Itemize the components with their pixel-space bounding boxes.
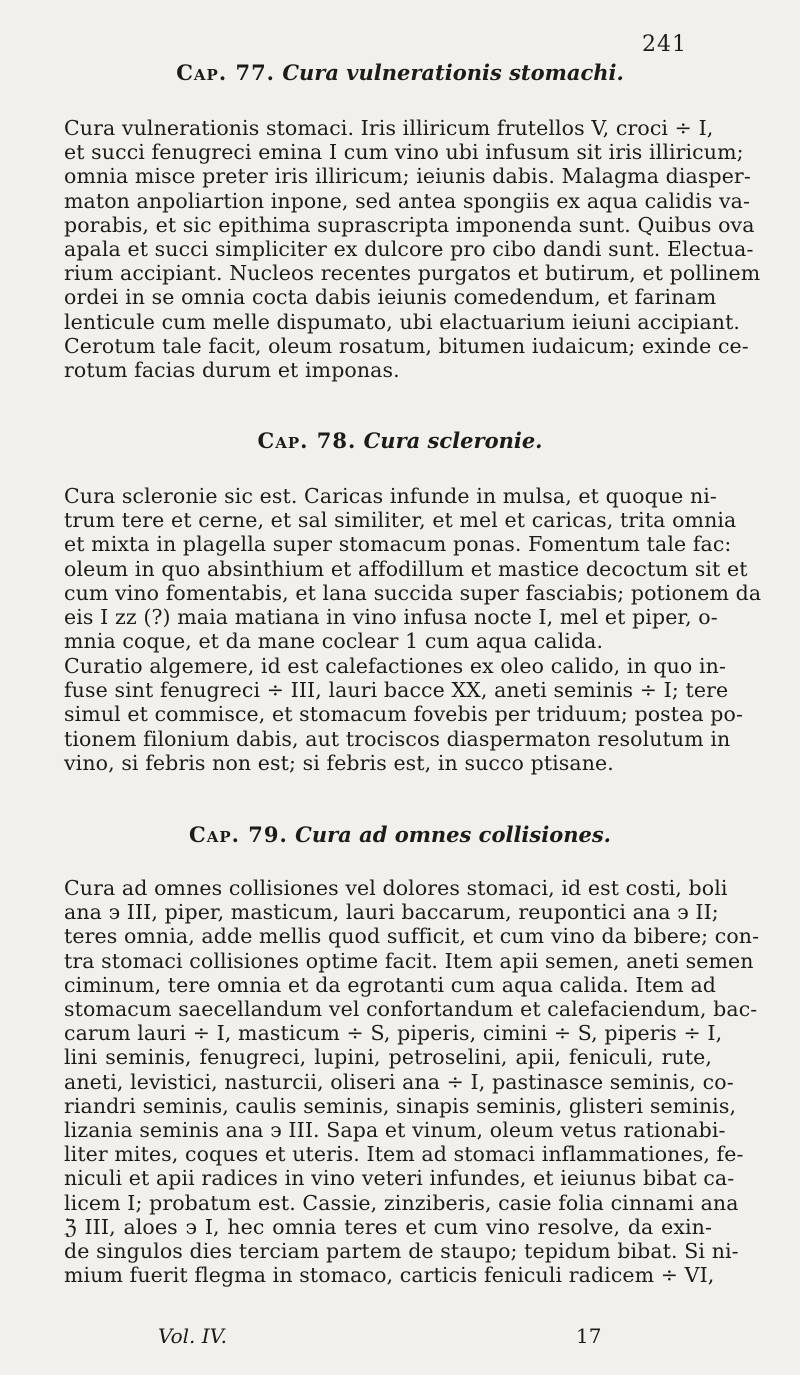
chapter-title: Cura vulnerationis stomachi.: [282, 60, 624, 85]
text-line: mium fuerit flegma in stomaco, carticis feniculi radicem ÷ VI,: [64, 1263, 715, 1288]
text-line: eis I zz (?) maia matiana in vino infusa nocte I, mel et piper, o-: [64, 605, 718, 630]
page-number: 241: [642, 32, 687, 57]
text-line: Cerotum tale facit, oleum rosatum, bitumen iudaicum; exinde ce-: [64, 333, 749, 358]
chapter-number: Cap. 78.: [257, 428, 357, 453]
text-line: lini seminis, fenugreci, lupini, petroselini, apii, feniculi, rute,: [64, 1045, 712, 1070]
chapter-number: Cap. 77.: [176, 60, 275, 85]
text-line: riandri seminis, caulis seminis, sinapis seminis, glisteri seminis,: [64, 1093, 737, 1118]
text-line: oleum in quo absinthium et affodillum et mastice decoctum sit et: [64, 556, 748, 581]
text-line: et mixta in plagella super stomacum ponas. Fomentum tale fac:: [64, 532, 732, 557]
text-line: niculi et apii radices in vino veteri infundes, et ieiunus bibat ca-: [64, 1166, 735, 1191]
text-line: cum vino fomentabis, et lana succida super fasciabis; potionem da: [64, 580, 762, 605]
text-line: teres omnia, adde mellis quod sufficit, et cum vino da bibere; con-: [64, 924, 760, 949]
chapter-title: Cura ad omnes collisiones.: [295, 822, 611, 847]
chapter-title: Cura scleronie.: [363, 428, 543, 453]
text-line: liter mites, coques et uteris. Item ad stomaci inflammationes, fe-: [64, 1142, 744, 1167]
text-line: carum lauri ÷ I, masticum ÷ S, piperis, cimini ÷ S, piperis ÷ I,: [64, 1021, 723, 1046]
text-line: fuse sint fenugreci ÷ III, lauri bacce XX, aneti seminis ÷ I; tere: [64, 678, 729, 703]
chapter-heading-77: [0, 60, 800, 85]
text-line: trum tere et cerne, et sal similiter, et mel et caricas, trita omnia: [64, 508, 737, 533]
text-line: apala et succi simpliciter ex dulcore pro cibo dandi sunt. Electua-: [64, 237, 754, 262]
text-line: Curatio algemere, id est calefactiones ex oleo calido, in quo in-: [64, 654, 726, 678]
text-line: ordei in se omnia cocta dabis ieiunis comedendum, et farinam: [64, 285, 717, 310]
text-line: Cura ad omnes collisiones vel dolores stomaci, id est costi, boli: [64, 876, 728, 900]
text-line: rium accipiant. Nucleos recentes purgatos et butirum, et pollinem: [64, 261, 761, 286]
chapter-heading-78: [0, 428, 800, 453]
text-line: rotum facias durum et imponas.: [64, 358, 400, 383]
text-line: vino, si febris non est; si febris est, in succo ptisane.: [64, 750, 614, 775]
paragraph: [64, 876, 760, 1288]
chapter-heading-79: [0, 822, 800, 847]
text-line: lenticule cum melle dispumato, ubi elactuarium ieiuni accipiant.: [64, 309, 741, 334]
text-line: Cura vulnerationis stomaci. Iris illiricum frutellos V, croci ÷ I,: [64, 116, 714, 140]
text-line: stomacum saecellandum vel confortandum et calefaciendum, bac-: [64, 997, 758, 1022]
text-line: aneti, levistici, nasturcii, oliseri ana ÷ I, pastinasce seminis, co-: [64, 1069, 734, 1094]
chapter-number: Cap. 79.: [189, 822, 288, 847]
text-line: simul et commisce, et stomacum fovebis per triduum; postea po-: [64, 702, 743, 727]
text-line: lizania seminis ana ϶ III. Sapa et vinum, oleum vetus rationabi-: [64, 1118, 726, 1143]
text-line: ℨ III, aloes ϶ I, hec omnia teres et cum vino resolve, da exin-: [64, 1214, 712, 1239]
text-line: mnia coque, et da mane coclear 1 cum aqua calida.: [64, 629, 604, 654]
text-line: ciminum, tere omnia et da egrotanti cum aqua calida. Item ad: [64, 972, 717, 997]
paragraph: [64, 654, 743, 775]
text-line: porabis, et sic epithima suprascripta imponenda sunt. Quibus ova: [64, 212, 755, 237]
text-line: maton anpoliartion inpone, sed antea spongiis ex aqua calidis va-: [64, 188, 750, 213]
paragraph: [64, 116, 761, 383]
text-line: tionem filonium dabis, aut trociscos diaspermaton resolutum in: [64, 726, 731, 751]
paragraph: [64, 484, 762, 654]
text-line: de singulos dies terciam partem de staupo; tepidum bibat. Si ni-: [64, 1239, 739, 1264]
text-line: Cura scleronie sic est. Caricas infunde in mulsa, et quoque ni-: [64, 484, 717, 508]
footer-volume: Vol. IV.: [158, 1324, 227, 1348]
text-line: et succi fenugreci emina I cum vino ubi infusum sit iris illiricum;: [64, 140, 744, 165]
text-line: ana ϶ III, piper, masticum, lauri baccarum, reupontici ana ϶ II;: [64, 900, 719, 925]
text-line: tra stomaci collisiones optime facit. Item apii semen, aneti semen: [64, 948, 754, 973]
text-line: licem I; probatum est. Cassie, zinziberis, casie folia cinnami ana: [64, 1190, 739, 1215]
footer-signature: 17: [576, 1324, 602, 1348]
text-line: omnia misce preter iris illiricum; ieiunis dabis. Malagma diasper-: [64, 164, 751, 189]
